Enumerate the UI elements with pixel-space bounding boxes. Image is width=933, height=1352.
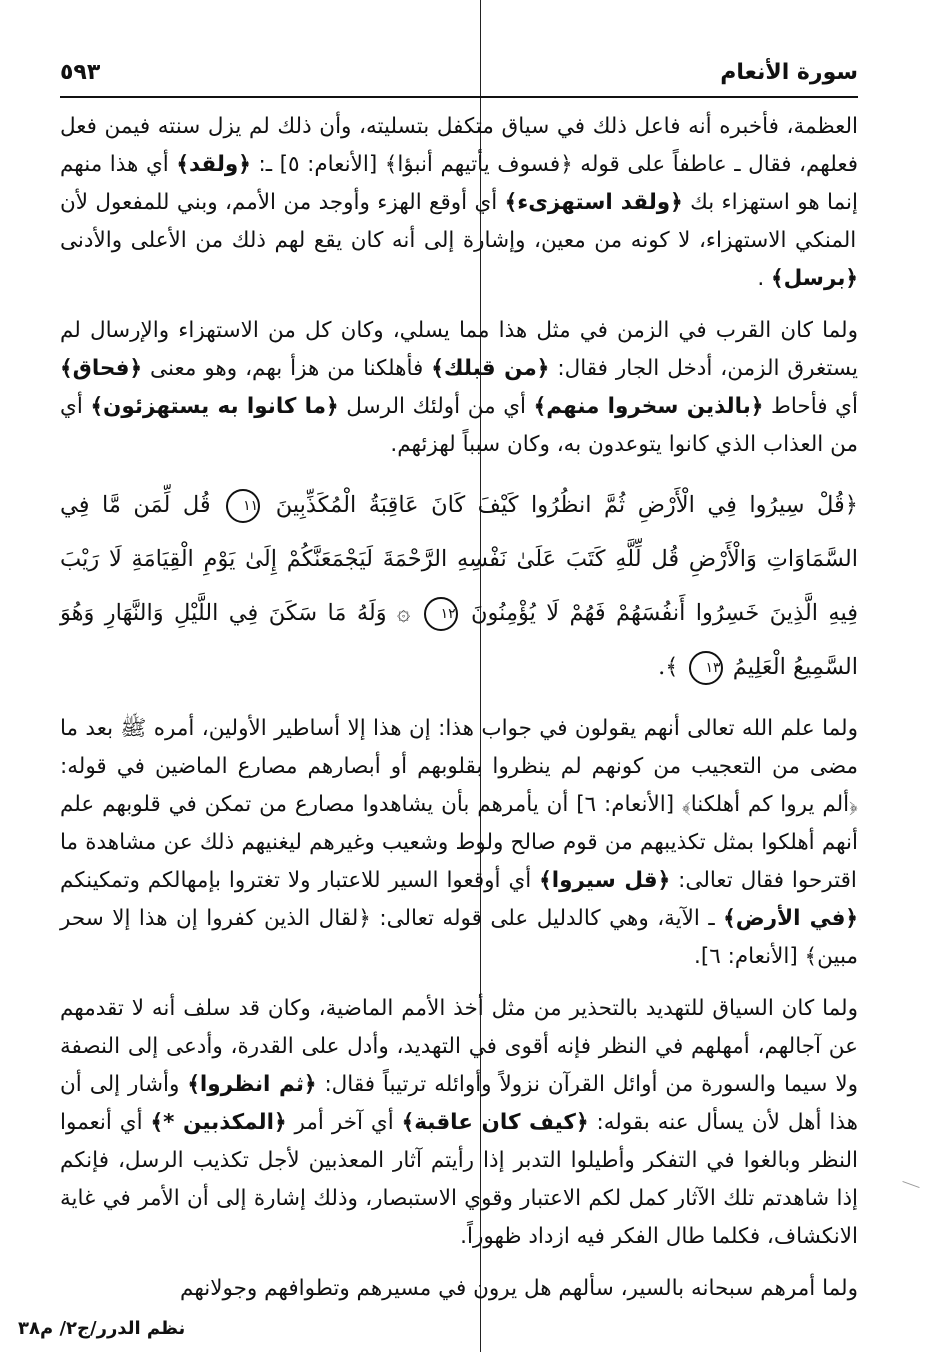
ayah-number: ١٣ xyxy=(689,651,723,685)
text-run: أي فأحاط xyxy=(763,394,858,419)
text-run: ولما كان السياق للتهديد بالتحذير من مثل أخذ الأمم الماضية، وكان قد سلف أنه لا تقدمهم عن آجالهم، أمهلهم في النظر فإنه أقوى في التهديد، وأدل على القدرة، وأدعى إلى النصفة ولا سيما والسورة من أوائل القرآن نزولاً وأوائله ترتيباً فقال: xyxy=(60,996,859,1097)
verse-text: ﴿قُلْ سِيرُوا فِي الْأَرْضِ ثُمَّ انظُرُوا كَيْفَ كَانَ عَاقِبَةُ الْمُكَذِّبِينَ xyxy=(275,492,858,518)
hizb-star-icon: ۞ xyxy=(397,600,411,626)
page-body xyxy=(60,108,858,1322)
text-run: أي أوقع الهزء وأوجد من الأمم، وبني للمفعول لأن المنكي الاستهزاء، لا كونه من معين، وإشارة إلى أنه كان يقع لهم ذلك من الأعلى والأدنى xyxy=(60,190,857,253)
text-run: ـ الآية، وهي كالدليل على قوله تعالى: ﴿لقال الذين كفروا إن هذا إلا سحر مبين﴾ [الأنعام: ٦]. xyxy=(60,906,858,969)
paragraph-3 xyxy=(60,710,858,976)
quran-quote: ﴿ولقد﴾ xyxy=(176,152,251,177)
ayah-number: ١٢ xyxy=(424,597,458,631)
text-run: ولما كان القرب في الزمن في مثل هذا مما يسلي، وكان كل من الاستهزاء والإرسال لم يستغرق الزمن، أدخل الجار فقال: xyxy=(60,318,858,381)
page-header xyxy=(60,56,858,98)
text-run: . xyxy=(757,266,765,291)
text-run: ولما أمرهم سبحانه بالسير، سألهم هل يرون في مسيرهم وتطوافهم وجولانهم xyxy=(180,1276,858,1301)
paragraph-2 xyxy=(60,312,858,464)
text-run: العظمة، فأخبره أنه فاعل ذلك في سياق متكفل بتسليته، وأن ذلك لم يزل سنته فيمن فعل فعلهم، فقال ـ عاطفاً على قوله ﴿فسوف يأتيهم أنبؤا﴾ [الأنعام: ٥] ـ: xyxy=(60,114,858,177)
text-run: أي من أولئك الرسل xyxy=(338,394,527,419)
page-number: ٥٩٣ xyxy=(60,60,101,85)
quran-quote: ﴿ولقد استهزىء﴾ xyxy=(504,190,683,215)
paragraph-1 xyxy=(60,108,858,298)
text-run: وأشار إلى أن هذا أهل لأن يسأل عنه بقوله: xyxy=(60,1072,858,1135)
quran-quote: ﴿ما كانوا به يستهزئون﴾ xyxy=(90,394,339,419)
verse-end: ﴾. xyxy=(658,654,679,680)
quran-quote: ﴿في الأرض﴾ xyxy=(723,906,858,931)
quran-quote: ﴿كيف كان عاقبة﴾ xyxy=(401,1110,589,1135)
book-signature: نظم الدرر/ج٢/ م٣٨ xyxy=(18,1318,186,1339)
quran-verse-block xyxy=(60,478,858,694)
text-run: ولما علم الله تعالى أنهم يقولون في جواب هذا: إن هذا إلا أساطير الأولين، أمره ﷺ بعد ما مضى من التعجيب من كونهم لم ينظروا بقلوبهم أو أبصارهم مصارع الماضين في قوله: ﴿ألم يروا كم أهلكنا﴾ [الأنعام: ٦] أن يأمرهم بأن يشاهدوا مصارع من تمكن في قلوبهم علم أنهم أهلكوا بمثل تكذيبهم من قوم صالح ولوط وشعيب وغيرهم ليغنيهم ذلك عن مشاهدة ما اقترحوا فقال تعالى: xyxy=(60,716,858,893)
quran-quote: ﴿برسل﴾ xyxy=(771,266,858,291)
quran-quote: ﴿فحاق﴾ xyxy=(60,356,143,381)
text-run: أي من العذاب الذي كانوا يتوعدون به، وكان سبباً لهزئهم. xyxy=(60,394,858,457)
verse-text: وَلَهُ مَا سَكَنَ فِي اللَّيْلِ وَالنَّهَارِ وَهُوَ السَّمِيعُ الْعَلِيمُ xyxy=(60,600,858,680)
quran-quote: ﴿بالذين سخروا منهم﴾ xyxy=(533,394,764,419)
quran-quote: ﴿من قبلك﴾ xyxy=(431,356,550,381)
text-run: فأهلكنا من هزأ بهم، وهو معنى xyxy=(142,356,424,381)
surah-title: سورة الأنعام xyxy=(720,60,858,85)
text-run: أي أنعموا النظر وبالغوا في التفكر وأطيلوا التدبر إذا رأيتم آثار المعذبين لأجل تكذيب الرسل، فإنكم إذا شاهدتم تلك الآثار كمل لكم الاعتبار وقوي الاستبصار، وذلك إشارة إلى أن الأمر في غاية الانكشاف، فكلما طال الفكر فيه ازداد ظهوراً. xyxy=(60,1110,858,1249)
paragraph-4 xyxy=(60,990,858,1256)
scan-mark xyxy=(902,1181,919,1188)
verse-text: قُل لِّمَن مَّا فِي السَّمَاوَاتِ وَالْأَرْضِ قُل لِّلَّهِ كَتَبَ عَلَىٰ نَفْسِهِ الرَّحْمَةَ لَيَجْمَعَنَّكُمْ إِلَىٰ يَوْمِ الْقِيَامَةِ لَا رَيْبَ فِيهِ الَّذِينَ خَسِرُوا أَنفُسَهُمْ فَهُمْ لَا يُؤْمِنُونَ xyxy=(60,492,858,626)
ayah-number: ١١ xyxy=(226,489,260,523)
paragraph-5 xyxy=(60,1270,858,1308)
text-run: أي هذا منهم إنما هو استهزاء بك xyxy=(60,152,858,215)
quran-quote: ﴿المكذبين *﴾ xyxy=(150,1110,287,1135)
text-run: أي آخر أمر xyxy=(286,1110,394,1135)
quran-quote: ﴿ثم انظروا﴾ xyxy=(187,1072,317,1097)
quran-quote: ﴿قل سيروا﴾ xyxy=(539,868,671,893)
text-run: أي أوقعوا السير للاعتبار ولا تغتروا بإمهالكم وتمكينكم xyxy=(60,868,532,893)
